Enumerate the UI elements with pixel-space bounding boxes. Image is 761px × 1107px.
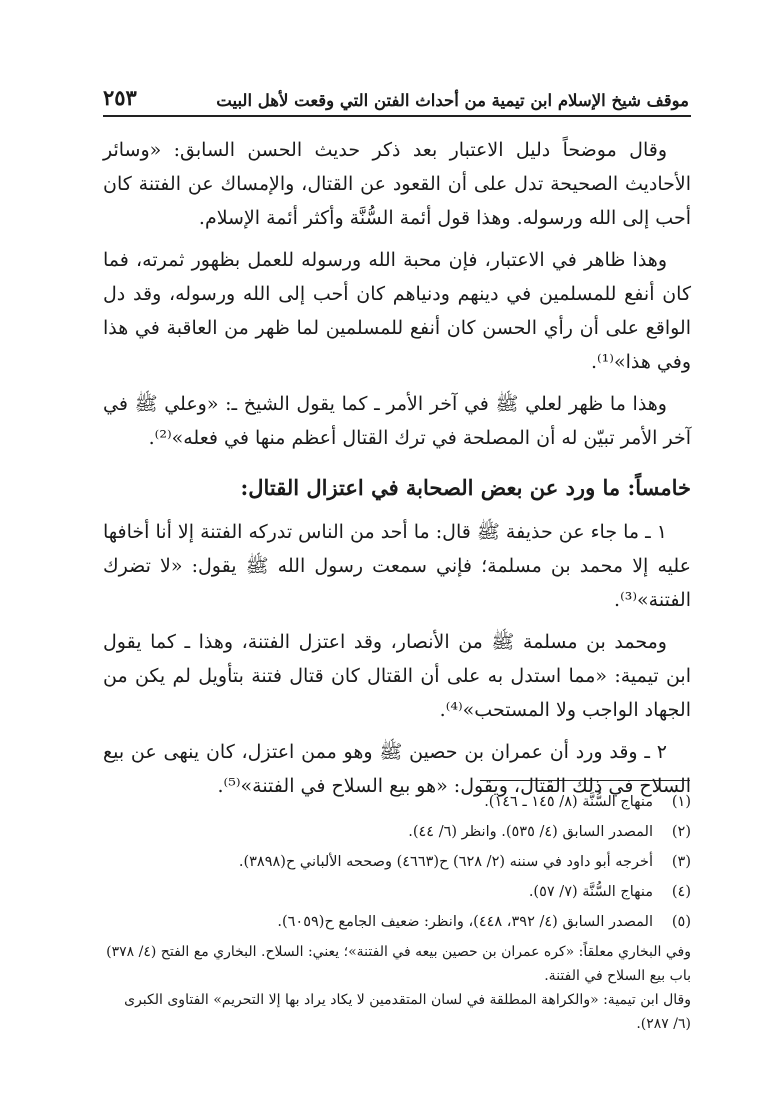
section-heading: خامساً: ما ورد عن بعض الصحابة في اعتزال القتال:: [240, 475, 691, 500]
footnote-number: (٣): [671, 854, 691, 870]
footnote: [103, 820, 691, 844]
footnote: [103, 910, 691, 934]
footnote-text: منهاج السُّنَّة (٨/ ١٤٥ ـ ١٤٦).: [484, 794, 653, 810]
footnote-text: أخرجه أبو داود في سننه (٢/ ٦٢٨) ح(٤٦٦٣) وصححه الألباني ح(٣٨٩٨).: [238, 854, 653, 870]
footnote-rule: [480, 780, 690, 781]
paragraph-text: وهذا ما ظهر لعلي ﷺ في آخر الأمر ـ كما يقول الشيخ ـ: «وعلي ﷺ في آخر الأمر تبيّن له أن المصلحة في ترك القتال أعظم منها في فعله»⁽²⁾.: [103, 393, 691, 449]
paragraph: [103, 387, 691, 455]
footnote-number: (٤): [671, 884, 691, 900]
footnote: [103, 880, 691, 904]
page-header: [103, 80, 689, 110]
running-title: موقف شيخ الإسلام ابن تيمية من أحداث الفتن التي وقعت لأهل البيت: [216, 91, 689, 110]
paragraph-text: ١ ـ ما جاء عن حذيفة ﷺ قال: ما أحد من الناس تدركه الفتنة إلا أنا أخافها عليه إلا محمد بن مسلمة؛ فإني سمعت رسول الله ﷺ يقول: «لا تضرك الفتنة»⁽³⁾.: [103, 521, 691, 611]
footnote-text: منهاج السُّنَّة (٧/ ٥٧).: [528, 884, 653, 900]
paragraph-text: ٢ ـ وقد ورد أن عمران بن حصين ﷺ وهو ممن اعتزل، كان ينهى عن بيع السلاح في ذلك القتال، ويقول: «هو بيع السلاح في الفتنة»⁽⁵⁾.: [103, 741, 691, 797]
paragraph: [103, 515, 691, 617]
footnote: [103, 850, 691, 874]
header-rule: [103, 115, 691, 117]
page-number: ٢٥٣: [103, 85, 137, 110]
footnote: [103, 790, 691, 814]
footnote-continuation: وفي البخاري معلقاً: «كره عمران بن حصين بيعه في الفتنة»؛ يعني: السلاح. البخاري مع الفتح (٤/ ٣٧٨) باب بيع السلاح في الفتنة.: [106, 944, 691, 984]
footnote-number: (٢): [671, 824, 691, 840]
footnote-continuation: وقال ابن تيمية: «والكراهة المطلقة في لسان المتقدمين لا يكاد يراد بها إلا التحريم» الفتاوى الكبرى (٦/ ٢٨٧).: [124, 992, 691, 1032]
footnote-number: (١): [671, 794, 691, 810]
paragraph-text: وهذا ظاهر في الاعتبار، فإن محبة الله ورسوله للعمل بظهور ثمرته، فما كان أنفع للمسلمين في دينهم ودنياهم كان أحب إلى الله ورسوله، وقد دل الواقع على أن رأي الحسن كان أنفع للمسلمين لما ظهر من العاقبة في هذا وفي هذا»⁽¹⁾.: [103, 249, 691, 373]
paragraph-text: ومحمد بن مسلمة ﷺ من الأنصار، وقد اعتزل الفتنة، وهذا ـ كما يقول ابن تيمية: «مما استدل به على أن القتال كان قتال فتنة بتأويل لم يكن من الجهاد الواجب ولا المستحب»⁽⁴⁾.: [103, 631, 691, 721]
paragraph: [103, 133, 691, 235]
paragraph: [103, 625, 691, 727]
footnote-number: (٥): [671, 914, 691, 930]
footnotes: [103, 790, 691, 1036]
paragraph: [103, 243, 691, 379]
footnote-text: المصدر السابق (٤/ ٥٣٥). وانظر (٦/ ٤٤).: [408, 824, 653, 840]
paragraph-text: وقال موضحاً دليل الاعتبار بعد ذكر حديث الحسن السابق: «وسائر الأحاديث الصحيحة تدل على أن القعود عن القتال، والإمساك عن الفتنة كان أحب إلى الله ورسوله. وهذا قول أئمة السُّنَّة وأكثر أئمة الإسلام.: [103, 139, 691, 229]
footnote-text: المصدر السابق (٤/ ٣٩٢، ٤٤٨)، وانظر: ضعيف الجامع ح(٦٠٥٩).: [277, 914, 653, 930]
main-text: [103, 133, 691, 808]
